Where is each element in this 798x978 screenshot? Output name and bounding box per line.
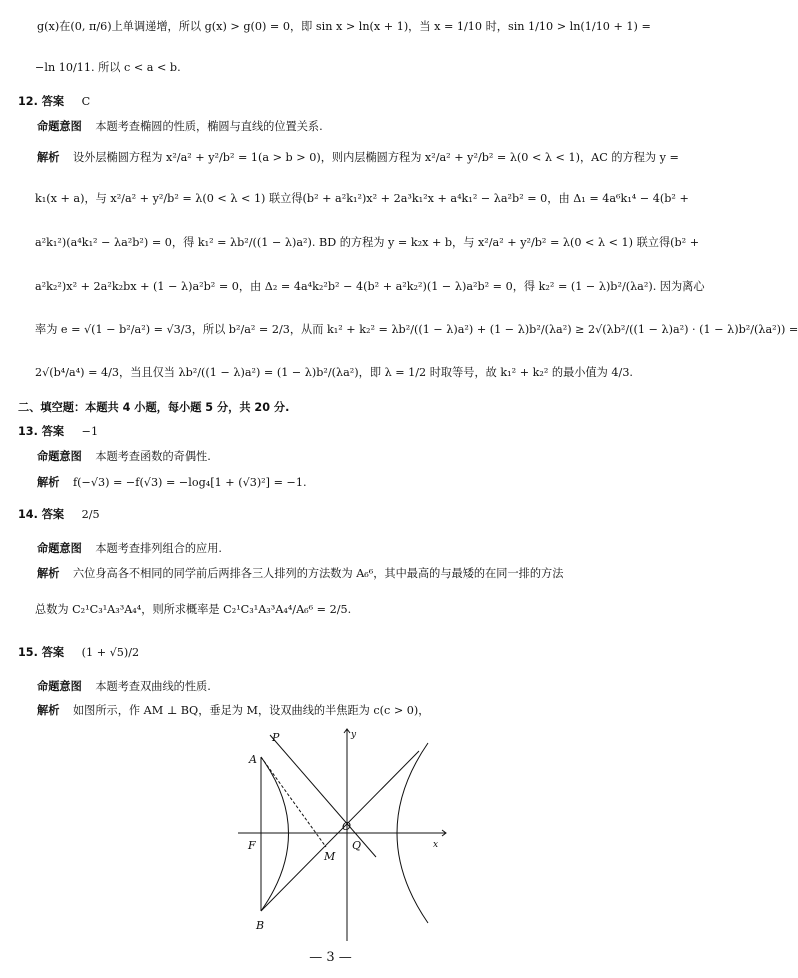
- text: g(x)在: [37, 20, 71, 33]
- solution-text: 总数为 C₂¹C₃¹A₃³A₄⁴，则所求概率是 C₂¹C₃¹A₃³A₄⁴/A₆⁶ = 2/5.: [35, 603, 352, 616]
- interval: (0, π/6): [70, 20, 112, 33]
- text-line: [35, 61, 181, 75]
- question-13-header: [18, 425, 98, 439]
- hyperbola-figure: [228, 723, 452, 945]
- intent-line: [37, 680, 211, 694]
- answer-value: C: [81, 95, 91, 108]
- answer-label: 13. 答案: [18, 425, 65, 438]
- solution-text: 2√(b⁴/a⁴) = 4/3，当且仅当 λb²/((1 − λ)a²) = (1 − λ)b²/(λa²)，即 λ = 1/2 时取等号，故 k₁² + k₂² 的最小值为 4/3.: [35, 366, 633, 379]
- intent-label: 命题意图: [37, 120, 82, 133]
- answer-value: (1 + √5)/2: [81, 646, 140, 659]
- section-heading: [18, 401, 289, 415]
- solution-text: f(−√3) = −f(√3) = −log₄[1 + (√3)²] = −1.: [72, 476, 307, 489]
- intent-label: 命题意图: [37, 450, 82, 463]
- label-Q: Q: [352, 839, 362, 852]
- solution-line: [35, 323, 798, 337]
- answer-value: 2/5: [81, 508, 100, 521]
- label-F: F: [248, 839, 256, 852]
- intent-text: 本题考查椭圆的性质，椭圆与直线的位置关系.: [95, 120, 323, 133]
- solution-label: 解析: [37, 567, 60, 580]
- section-title: 二、填空题：本题共 4 小题，每小题 5 分，共 20 分.: [18, 401, 290, 414]
- solution-text: 六位身高各不相同的同学前后两排各三人排列的方法数为 A₆⁶，其中最高的与最矮的在同一排的方法: [72, 567, 564, 580]
- text: 上单调递增，所以 g(x) > g(0) = 0，即 sin x > ln(x + 1)，当 x = 1/10 时，sin 1/10 > ln(1/10 + 1) =: [111, 20, 651, 33]
- intent-text: 本题考查双曲线的性质.: [95, 680, 211, 693]
- answer-label: 14. 答案: [18, 508, 65, 521]
- solution-line: [37, 704, 429, 718]
- intent-line: [37, 120, 323, 134]
- label-M: M: [324, 850, 336, 863]
- solution-line: [35, 236, 699, 250]
- label-O: O: [342, 820, 352, 833]
- solution-line: [37, 476, 307, 490]
- solution-text: 如图所示，作 AM ⊥ BQ，垂足为 M，设双曲线的半焦距为 c(c > 0)，: [72, 704, 430, 717]
- solution-line: [35, 280, 705, 294]
- intent-line: [37, 542, 222, 556]
- solution-text: k₁(x + a)，与 x²/a² + y²/b² = λ(0 < λ < 1) 联立得(b² + a²k₁²)x² + 2a³k₁²x + a⁴k₁² − λa²b² = 0，由 Δ₁ = 4a⁶k₁⁴ − 4(b² +: [35, 192, 689, 205]
- solution-line: [35, 603, 351, 617]
- label-P: P: [272, 731, 280, 744]
- solution-label: 解析: [37, 151, 60, 164]
- intent-text: 本题考查函数的奇偶性.: [95, 450, 211, 463]
- question-14-header: [18, 508, 100, 522]
- page-number: — 3 —: [309, 950, 352, 965]
- text-line: [37, 20, 651, 34]
- question-12-header: [18, 95, 90, 109]
- answer-value: −1: [81, 425, 99, 438]
- solution-text: 设外层椭圆方程为 x²/a² + y²/b² = 1(a > b > 0)，则内层椭圆方程为 x²/a² + y²/b² = λ(0 < λ < 1)，AC 的方程为 y =: [72, 151, 679, 164]
- label-B: B: [256, 919, 265, 932]
- solution-line: [35, 192, 689, 206]
- answer-label: 12. 答案: [18, 95, 65, 108]
- intent-line: [37, 450, 211, 464]
- solution-label: 解析: [37, 476, 60, 489]
- solution-line: [35, 366, 633, 380]
- solution-text: 率为 e = √(1 − b²/a²) = √3/3，所以 b²/a² = 2/3，从而 k₁² + k₂² = λb²/((1 − λ)a²) + (1 − λ)b²/(λa²) ≥ 2√(λb²/((1 − λ)a²) · (1 − λ)b²/(λa²)) =: [35, 323, 798, 336]
- solution-line: [37, 567, 563, 581]
- question-15-header: [18, 646, 139, 660]
- intent-label: 命题意图: [37, 680, 82, 693]
- intent-text: 本题考查排列组合的应用.: [95, 542, 222, 555]
- solution-text: a²k₂²)x² + 2a²k₂bx + (1 − λ)a²b² = 0，由 Δ₂ = 4a⁴k₂²b² − 4(b² + a²k₂²)(1 − λ)a²b² = 0，得 k₂² = (1 − λ)b²/(λa²). 因为离心: [35, 280, 705, 293]
- solution-label: 解析: [37, 704, 60, 717]
- line-BQ: [261, 751, 419, 911]
- label-y: y: [351, 730, 357, 740]
- label-x: x: [433, 840, 439, 850]
- intent-label: 命题意图: [37, 542, 82, 555]
- solution-text: a²k₁²)(a⁴k₁² − λa²b²) = 0，得 k₁² = λb²/((1 − λ)a²). BD 的方程为 y = k₂x + b，与 x²/a² + y²/b² = λ(0 < λ < 1) 联立得(b² +: [35, 236, 700, 249]
- answer-label: 15. 答案: [18, 646, 65, 659]
- solution-line: [37, 151, 679, 165]
- label-A: A: [249, 753, 257, 766]
- text: −ln 10/11. 所以 c < a < b.: [35, 61, 181, 74]
